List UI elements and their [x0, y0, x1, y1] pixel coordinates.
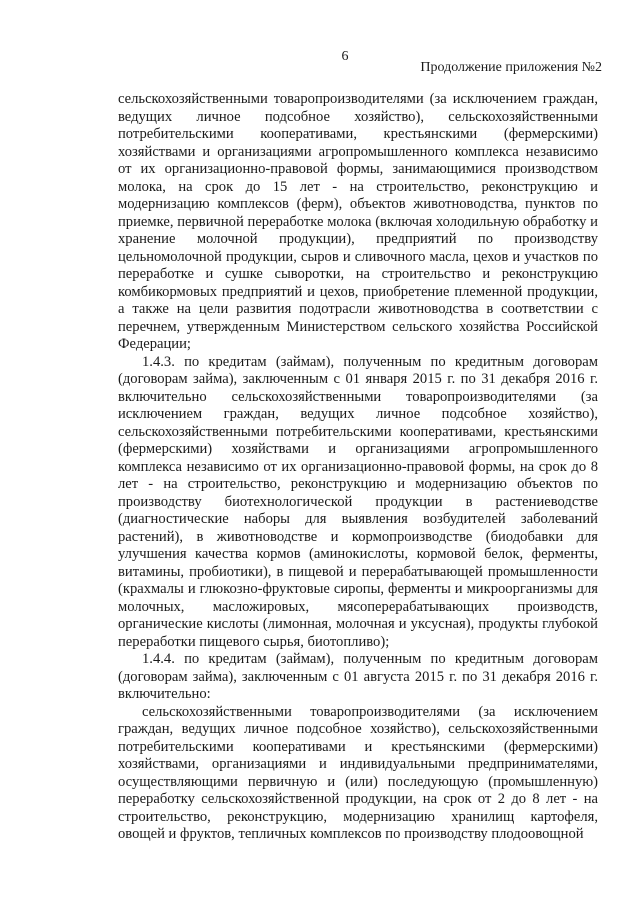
page-number: 6 [341, 49, 349, 64]
paragraph-1-4-4: 1.4.4. по кредитам (займам), полученным по кредитным договорам (договорам займа), заключенным с 01 августа 2015 г. по 31 декабря 2016 г. включительно: [118, 651, 598, 702]
paragraph-1-4-4-item: сельскохозяйственными товаропроизводителями (за исключением граждан, ведущих личное подсобное хозяйство), сельскохозяйственными потребительскими кооперативами и крестьянскими (фермерскими) хозяйствами, организациями и индивидуальными предпринимателями, осуществляющими первичную и (или) последующую (промышленную) переработку сельскохозяйственной продукции, на срок от 2 до 8 лет - на строительство, реконструкцию, модернизацию хранилищ картофеля, овощей и фруктов, тепличных комплексов по производству плодоовощной [118, 703, 598, 842]
document-body [118, 91, 598, 844]
paragraph-1-4-3: 1.4.3. по кредитам (займам), полученным по кредитным договорам (договорам займа), заключенным с 01 января 2015 г. по 31 декабря 2016 г. включительно сельскохозяйственными товаропроизводителями (за исключением граждан, ведущих личное подсобное хозяйство), сельскохозяйственными потребительскими кооперативами, крестьянскими (фермерскими) хозяйствами и организациями агропромышленного комплекса независимо от их организационно-правовой формы, на срок до 8 лет - на строительство, реконструкцию и модернизацию объектов по производству биотехнологической продукции в растениеводстве (диагностические наборы для выявления возбудителей заболеваний растений), в животноводстве и кормопроизводстве (биодобавки для улучшения качества кормов (аминокислоты, кормовой белок, ферменты, витамины, пробиотики), в пищевой и перерабатывающей промышленности (крахмалы и глюкозно-фруктовые сиропы, ферменты и микроорганизмы для молочных, масложировых, мясоперерабатывающих производств, органические кислоты (лимонная, молочная и уксусная), продукты глубокой переработки пищевого сырья, биотопливо); [118, 353, 598, 650]
appendix-continuation-note: Продолжение приложения №2 [420, 60, 602, 75]
paragraph-continuation: сельскохозяйственными товаропроизводителями (за исключением граждан, ведущих личное подсобное хозяйство), сельскохозяйственными потребительскими кооперативами, крестьянскими (фермерскими) хозяйствами и организациями агропромышленного комплекса независимо от их организационно-правовой формы, занимающимися производством молока, на срок до 15 лет - на строительство, реконструкцию и модернизацию комплексов (ферм), объектов животноводства, пунктов по приемке, первичной переработке молока (включая холодильную обработку и хранение молочной продукции), предприятий по производству цельномолочной продукции, сыров и сливочного масла, цехов и участков по переработке и сушке сыворотки, на строительство и реконструкцию комбикормовых предприятий и цехов, приобретение племенной продукции, а также на цели развития подотрасли животноводства в соответствии с перечнем, утвержденным Министерством сельского хозяйства Российской Федерации; [118, 91, 598, 352]
